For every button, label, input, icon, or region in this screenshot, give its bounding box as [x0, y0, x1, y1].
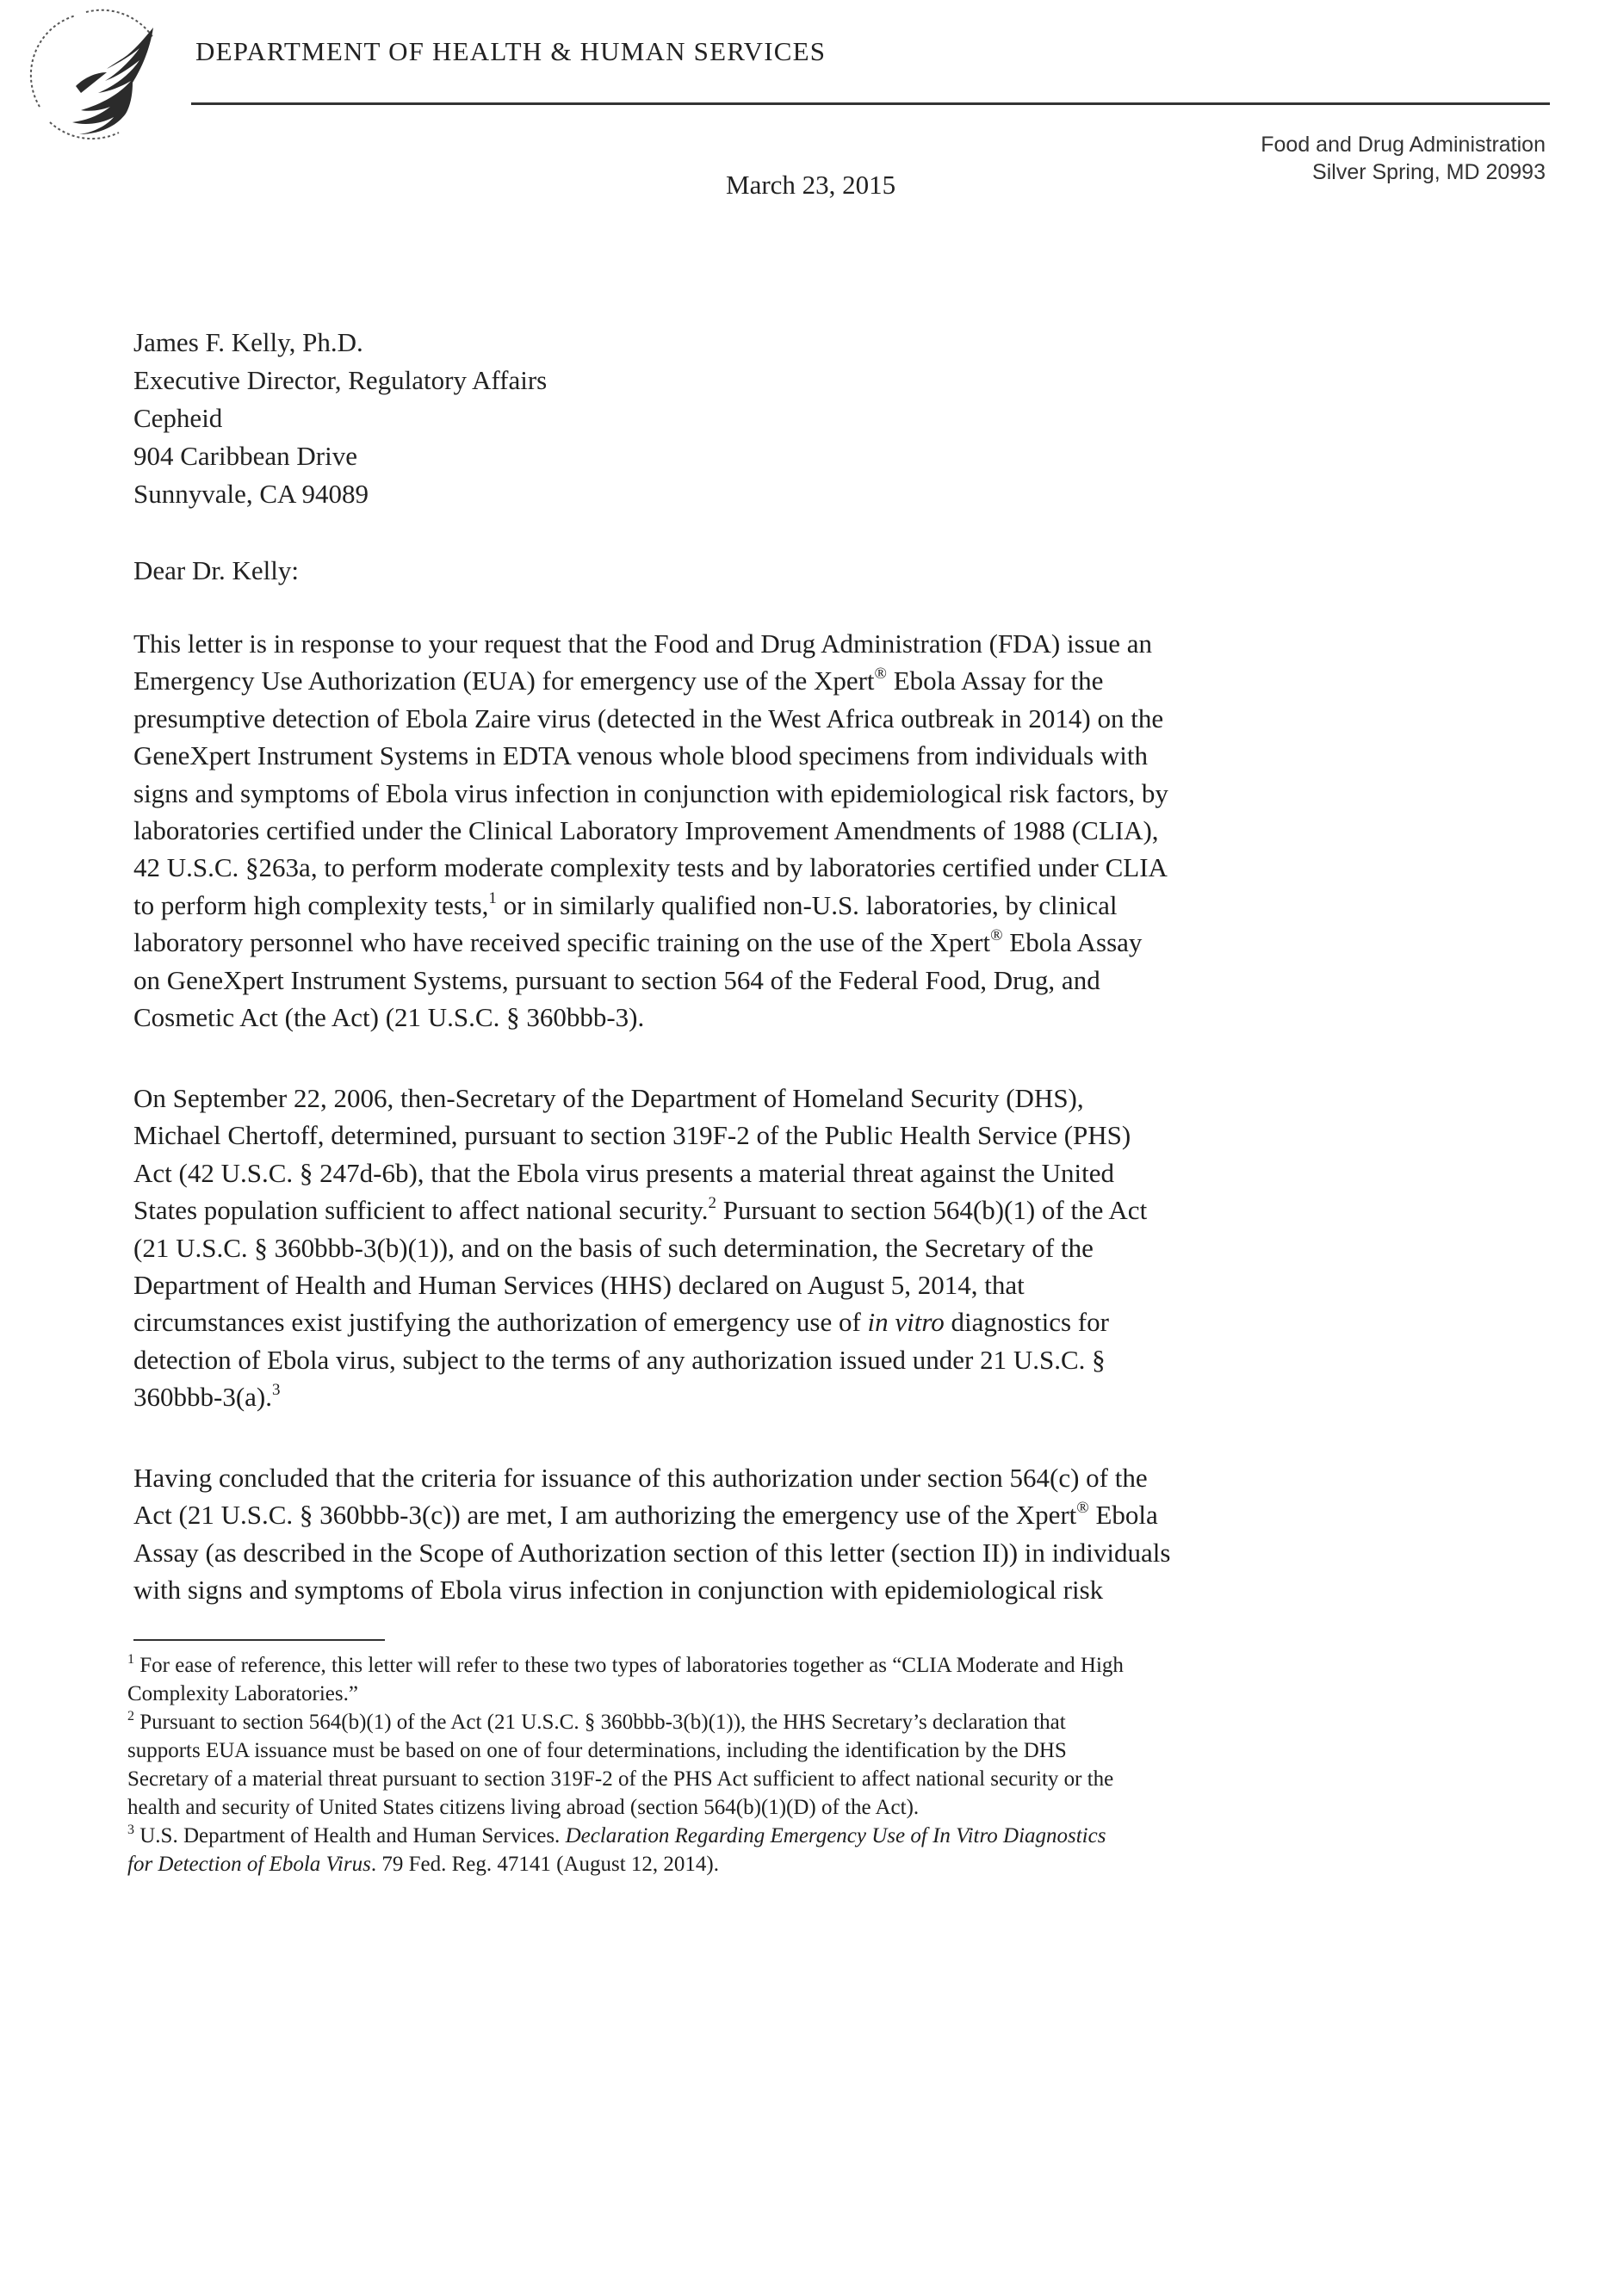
department-title: DEPARTMENT OF HEALTH & HUMAN SERVICES [195, 36, 827, 66]
agency-block [1261, 131, 1546, 186]
paragraph-line: Having concluded that the criteria for issuance of this authorization under section 564(c) of the [133, 1463, 1148, 1493]
footnote-line: Complexity Laboratories.” [127, 1682, 358, 1705]
paragraph-line: signs and symptoms of Ebola virus infection in conjunction with epidemiological risk factors, by [133, 777, 1168, 808]
footnote-line: for Detection of Ebola Virus. 79 Fed. Reg. 47141 (August 12, 2014). [127, 1853, 719, 1876]
salutation: Dear Dr. Kelly: [133, 555, 299, 585]
paragraph-line: Act (42 U.S.C. § 247d-6b), that the Ebola virus presents a material threat against the United [133, 1157, 1114, 1188]
recipient-company: Cepheid [133, 403, 223, 433]
paragraph-line: (21 U.S.C. § 360bbb-3(b)(1)), and on the basis of such determination, the Secretary of the [133, 1232, 1094, 1263]
footnote-line: supports EUA issuance must be based on one of four determinations, including the identification by the DHS [127, 1739, 1067, 1762]
paragraph-line: Department of Health and Human Services (HHS) declared on August 5, 2014, that [133, 1270, 1025, 1301]
recipient-street: 904 Caribbean Drive [133, 441, 357, 471]
letter-date: March 23, 2015 [726, 170, 896, 200]
footnote-line: $^2$ Pursuant to section 564(b)(1) of the Act (21 U.S.C. § 360bbb-3(b)(1)), the HHS Secretary’s declaration that [127, 1708, 1066, 1734]
body-paragraph [133, 1459, 1423, 1609]
recipient-city: Sunnyvale, CA 94089 [133, 479, 369, 509]
paragraph-line: circumstances exist justifying the authorization of emergency use of in vitro diagnostics for [133, 1307, 1109, 1338]
footnote-line: $^3$ U.S. Department of Health and Human Services. Declaration Regarding Emergency Use of In Vitro Diagnostics [127, 1822, 1106, 1847]
footnote-line: Secretary of a material threat pursuant to section 319F-2 of the PHS Act sufficient to affect national security or the [127, 1767, 1114, 1791]
footnote-3 [127, 1822, 1428, 1878]
footnote-rule [133, 1639, 385, 1641]
hhs-eagle-seal-icon [24, 3, 170, 141]
paragraph-line: States population sufficient to affect national security.$^2$ Pursuant to section 564(b)(1) of the Act [133, 1193, 1148, 1226]
paragraph-line: to perform high complexity tests,$^1$ or in similarly qualified non-U.S. laboratories, by clinical [133, 888, 1118, 920]
paragraph-line: detection of Ebola virus, subject to the terms of any authorization issued under 21 U.S.C. § [133, 1344, 1106, 1375]
paragraph-line: Assay (as described in the Scope of Authorization section of this letter (section II)) in individuals [133, 1537, 1171, 1568]
paragraph-line: Act (21 U.S.C. § 360bbb-3(c)) are met, I am authorizing the emergency use of the Xpert® Ebola [133, 1499, 1158, 1531]
recipient-name: James F. Kelly, Ph.D. [133, 327, 363, 357]
footnote-line: health and security of United States citizens living abroad (section 564(b)(1)(D) of the Act). [127, 1796, 920, 1819]
paragraph-line: 42 U.S.C. §263a, to perform moderate complexity tests and by laboratories certified under CLIA [133, 852, 1168, 883]
paragraph-line: Emergency Use Authorization (EUA) for emergency use of the Xpert® Ebola Assay for the [133, 665, 1104, 696]
agency-name: Food and Drug Administration [1261, 133, 1546, 157]
paragraph-line: This letter is in response to your request that the Food and Drug Administration (FDA) issue an [133, 628, 1152, 659]
paragraph-line: On September 22, 2006, then-Secretary of the Department of Homeland Security (DHS), [133, 1083, 1084, 1113]
paragraph-line: Cosmetic Act (the Act) (21 U.S.C. § 360bbb-3). [133, 1002, 645, 1033]
recipient-title: Executive Director, Regulatory Affairs [133, 365, 548, 395]
paragraph-line: on GeneXpert Instrument Systems, pursuant to section 564 of the Federal Food, Drug, and [133, 964, 1100, 995]
paragraph-line: presumptive detection of Ebola Zaire virus (detected in the West Africa outbreak in 2014) on the [133, 702, 1164, 733]
paragraph-line: with signs and symptoms of Ebola virus infection in conjunction with epidemiological risk [133, 1575, 1104, 1606]
paragraph-line: 360bbb-3(a).$^3$ [133, 1380, 281, 1413]
footnotes [127, 1651, 1428, 1878]
recipient-address [133, 324, 547, 513]
letterhead-rule [191, 102, 1550, 105]
footnote-line: $^1$ For ease of reference, this letter will refer to these two types of laboratories together as “CLIA Moderate and High [127, 1651, 1124, 1677]
body-paragraph [133, 1080, 1423, 1416]
paragraph-line: laboratory personnel who have received specific training on the use of the Xpert® Ebola Assay [133, 925, 1143, 958]
paragraph-line: GeneXpert Instrument Systems in EDTA venous whole blood specimens from individuals with [133, 740, 1148, 771]
paragraph-line: laboratories certified under the Clinical Laboratory Improvement Amendments of 1988 (CLIA), [133, 815, 1159, 846]
body-paragraph [133, 625, 1423, 1036]
footnote-1 [127, 1651, 1428, 1708]
paragraph-line: Michael Chertoff, determined, pursuant to section 319F-2 of the Public Health Service (PHS) [133, 1120, 1131, 1151]
agency-location: Silver Spring, MD 20993 [1312, 160, 1546, 184]
footnote-2 [127, 1708, 1428, 1822]
